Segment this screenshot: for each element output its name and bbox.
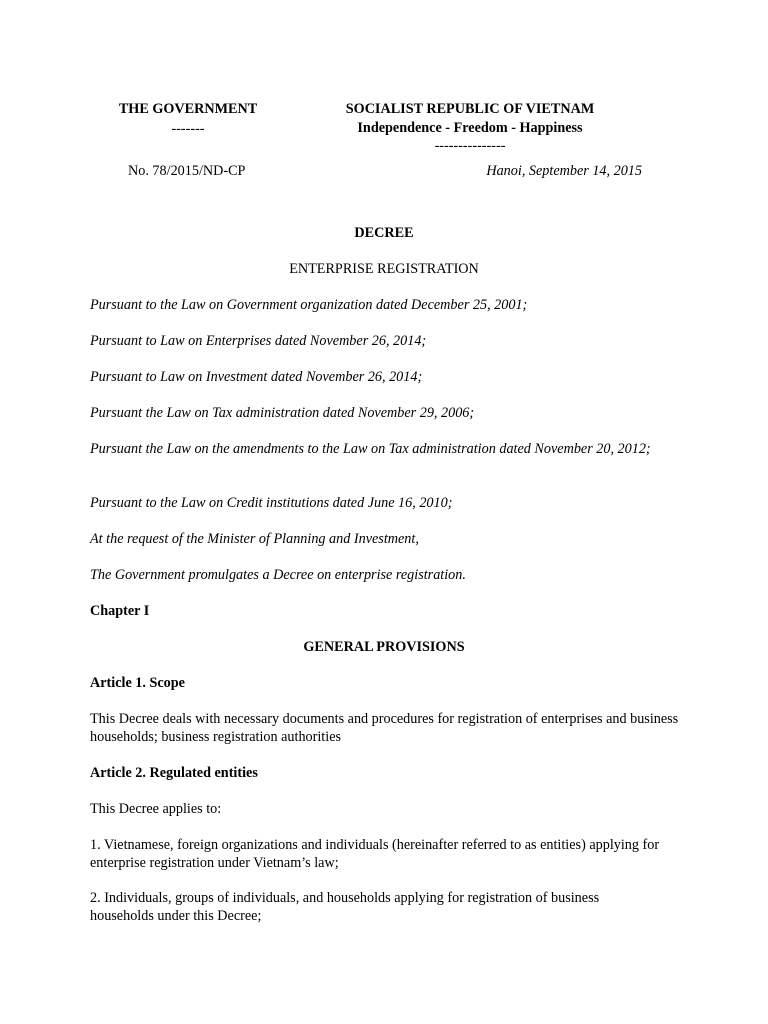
preamble-line: Pursuant the Law on the amendments to the Law on Tax administration dated November 20, 2012; bbox=[90, 441, 651, 457]
document-subject: ENTERPRISE REGISTRATION bbox=[289, 261, 479, 277]
country-title: SOCIALIST REPUBLIC OF VIETNAM bbox=[345, 101, 595, 117]
issuer-rule: ------- bbox=[171, 121, 205, 137]
article-heading: Article 2. Regulated entities bbox=[90, 765, 258, 781]
decree-number: No. 78/2015/ND-CP bbox=[128, 163, 246, 179]
document-type: DECREE bbox=[354, 225, 414, 241]
national-motto: Independence - Freedom - Happiness bbox=[357, 120, 583, 136]
chapter-label: Chapter I bbox=[90, 603, 150, 619]
preamble-line: At the request of the Minister of Planning and Investment, bbox=[90, 531, 419, 547]
article-heading: Article 1. Scope bbox=[90, 675, 185, 691]
preamble-line: The Government promulgates a Decree on enterprise registration. bbox=[90, 567, 466, 583]
preamble-line: Pursuant to the Law on Government organization dated December 25, 2001; bbox=[90, 297, 528, 313]
article-item: 2. Individuals, groups of individuals, and households applying for registration of business households under this Decree; bbox=[90, 890, 600, 924]
article-body: This Decree deals with necessary documents and procedures for registration of enterprises and business households; business registration authorities bbox=[90, 711, 679, 745]
preamble-line: Pursuant to the Law on Credit institutions dated June 16, 2010; bbox=[90, 495, 453, 511]
preamble-line: Pursuant to Law on Enterprises dated November 26, 2014; bbox=[90, 333, 427, 349]
article-item: 1. Vietnamese, foreign organizations and individuals (hereinafter referred to as entities) applying for enterprise registration under Vietnam’s law; bbox=[90, 837, 660, 871]
place-and-date: Hanoi, September 14, 2015 bbox=[486, 163, 642, 179]
motto-rule: --------------- bbox=[434, 138, 506, 154]
article-intro: This Decree applies to: bbox=[90, 801, 222, 817]
preamble-line: Pursuant to Law on Investment dated November 26, 2014; bbox=[90, 369, 423, 385]
chapter-title: GENERAL PROVISIONS bbox=[303, 639, 465, 655]
issuer-title: THE GOVERNMENT bbox=[118, 101, 258, 117]
preamble-line: Pursuant the Law on Tax administration dated November 29, 2006; bbox=[90, 405, 475, 421]
